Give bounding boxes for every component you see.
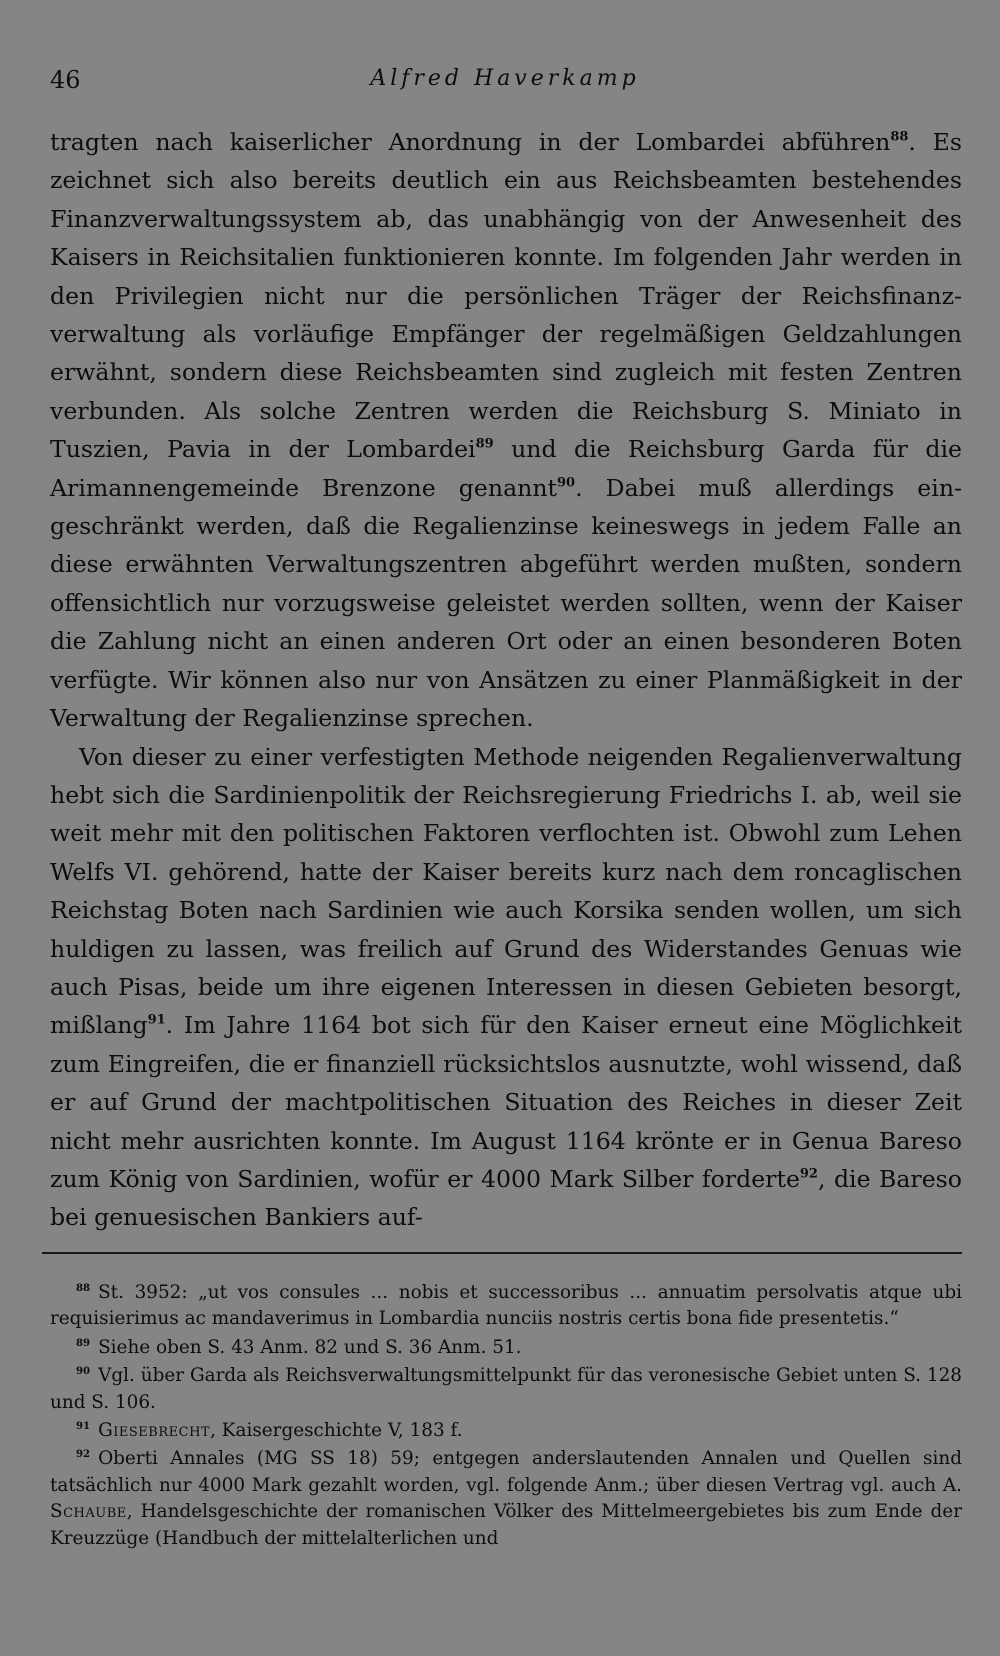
footnote-92 <box>50 1446 962 1552</box>
paragraph-1-text-b: . Es zeichnet sich also bereits deutlich ein aus Reichsbeamten bestehendes Finanzverwaltungssystem ab, das unabhängig von der Anwesenheit des Kaisers in Reichsitalien funktionieren konnte. Im folgenden Jahr werden in den Privilegien nicht nur die persönlichen Träger der Reichsfinanzverwaltung als vorläufige Empfänger der regelmäßigen Geldzahlungen erwähnt, sondern diese Reichsbeamten sind zugleich mit festen Zentren verbunden. Als solche Zentren werden die Reichsburg S. Miniato in Tuszien, Pavia in der Lombardei <box>50 128 962 464</box>
paragraph-2-text-c: , die Bareso bei genuesischen Bankiers auf- <box>50 1164 962 1232</box>
footnote-text: St. 3952: „ut vos consules ... nobis et successoribus ... annuatim persolvatis atque ubi requisierimus ac mandaverimus in Lombardia nunciis nostris certis bona fide presentetis.“ <box>50 1282 962 1330</box>
footnote-ref-89: 89 <box>475 436 494 452</box>
body-text <box>50 123 962 1237</box>
footnote-text: , Kaisergeschichte V, 183 f. <box>210 1420 463 1442</box>
paragraph-1-text-d: . Dabei muß allerdings eingeschränkt werden, daß die Regalienzinse keineswegs in jedem Falle an diese erwähnten Verwaltungszentren abgeführt werden mußten, sondern offensichtlich nur vorzugsweise geleistet werden sollten, wenn der Kaiser die Zahlung nicht an einen anderen Ort oder an einen besonderen Boten verfügte. Wir können also nur von Ansätzen zu einer Planmäßigkeit in der Verwaltung der Regalienzinse sprechen. <box>50 473 962 733</box>
running-head <box>50 66 960 96</box>
paragraph-2-text-a: Von dieser zu einer verfestigten Methode neigenden Regalienverwaltung hebt sich die Sardinienpolitik der Reichsregierung Friedrichs I. ab, weil sie weit mehr mit den politischen Faktoren verflochten ist. Obwohl zum Lehen Welfs VI. gehörend, hatte der Kaiser bereits kurz nach dem roncaglischen Reichstag Boten nach Sardinien wie auch Korsika senden wollen, um sich huldigen zu lassen, was freilich auf Grund des Widerstandes Genuas wie auch Pisas, beide um ihre eigenen Interessen in diesen Gebieten besorgt, mißlang <box>50 742 962 1040</box>
paragraph-2-text-b: . Im Jahre 1164 bot sich für den Kaiser erneut eine Möglichkeit zum Eingreifen, die er finanziell rücksichtslos ausnutzte, wohl wissend, daß er auf Grund der machtpolitischen Situation des Reiches in dieser Zeit nicht mehr ausrichten konnte. Im August 1164 krönte er in Genua Bareso zum König von Sardinien, wofür er 4000 Mark Silber forderte <box>50 1011 962 1193</box>
paragraph-1 <box>50 123 962 738</box>
page-number: 46 <box>50 66 81 94</box>
footnote-91 <box>50 1418 962 1444</box>
footnote-text: Oberti Annales (MG SS 18) 59; entgegen anderslautenden Annalen und Quellen sind tatsächlich nur 4000 Mark gezahlt worden, vgl. folgende Anm.; über diesen Vertrag vgl. auch A. <box>50 1448 962 1496</box>
footnote-ref-92: 92 <box>799 1166 818 1182</box>
footnotes <box>50 1280 962 1552</box>
footnote-mark: 92 <box>76 1448 91 1461</box>
footnote-mark: 91 <box>76 1419 91 1432</box>
footnote-author: Schaube <box>50 1501 127 1523</box>
footnote-mark: 90 <box>76 1364 91 1377</box>
footnote-88 <box>50 1280 962 1333</box>
footnote-separator-rule <box>42 1252 962 1254</box>
paragraph-2 <box>50 738 962 1237</box>
footnote-text: , Handelsgeschichte der romanischen Völker des Mittelmeergebietes bis zum Ende der Kreuzzüge (Handbuch der mittelalterlichen und <box>50 1501 962 1549</box>
paragraph-1-text-c: und die Reichsburg Garda für die Arimannengemeinde Brenzone genannt <box>50 435 962 502</box>
footnote-text: Vgl. über Garda als Reichsverwaltungsmittelpunkt für das veronesische Gebiet unten S. 128 und S. 106. <box>50 1365 962 1413</box>
footnote-author: Giesebrecht <box>98 1420 211 1442</box>
footnote-mark: 88 <box>76 1281 91 1294</box>
footnote-90 <box>50 1363 962 1416</box>
footnote-ref-90: 90 <box>557 475 576 491</box>
footnote-text: Siehe oben S. 43 Anm. 82 und S. 36 Anm. 51. <box>98 1336 522 1358</box>
footnote-ref-91: 91 <box>147 1013 166 1028</box>
footnote-mark: 89 <box>76 1336 91 1349</box>
footnote-ref-88: 88 <box>890 129 909 145</box>
paragraph-1-text-a: tragten nach kaiserlicher Anordnung in der Lombardei abführen <box>50 128 891 156</box>
running-title: Alfred Haverkamp <box>370 66 640 91</box>
footnote-89 <box>50 1335 962 1361</box>
